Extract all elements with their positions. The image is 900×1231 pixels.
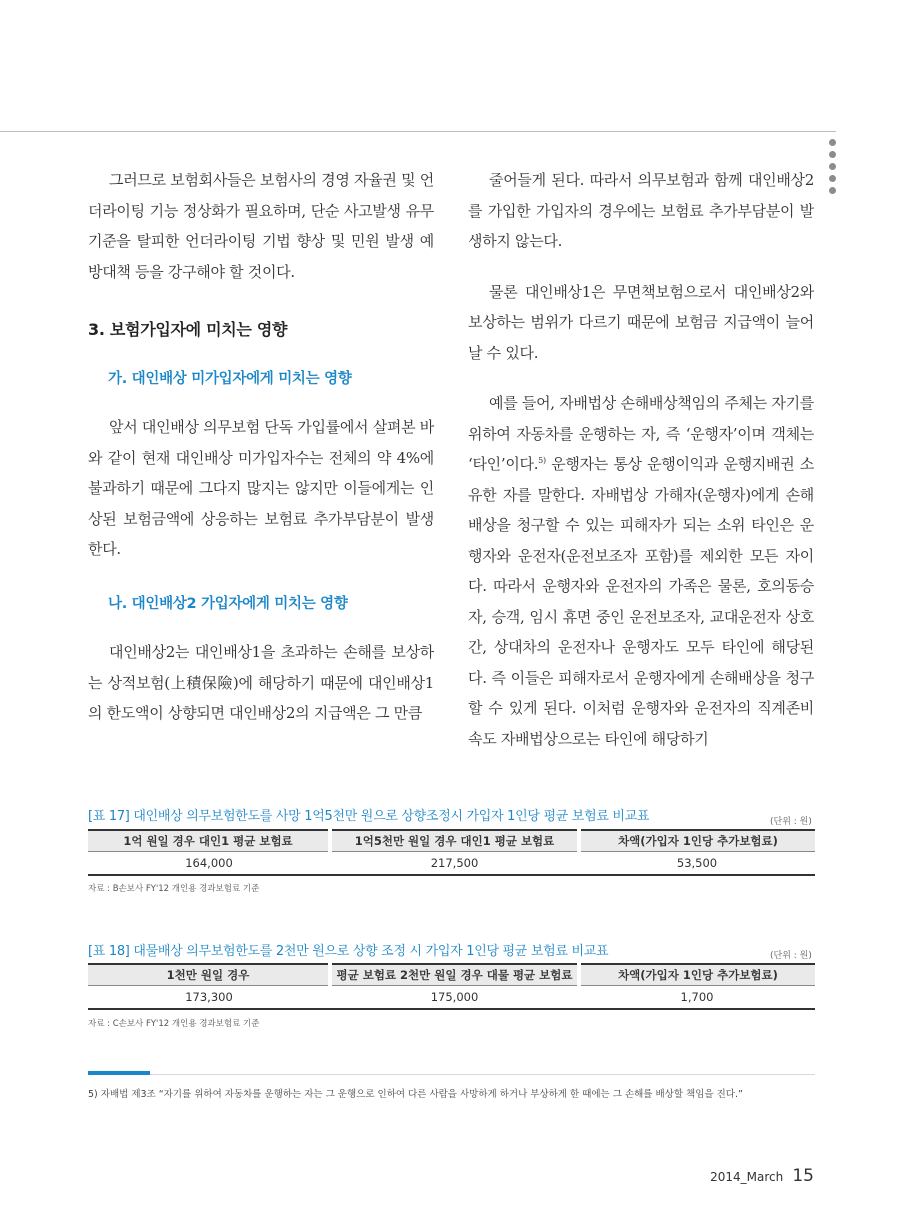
comparison-table — [88, 963, 815, 1010]
column-header: 평균 보험료 2천만 원일 경우 대물 평균 보험료 — [330, 964, 579, 986]
left-column — [88, 165, 434, 729]
column-header: 1천만 원일 경우 — [88, 964, 330, 986]
body-text: 예를 들어, 자배법상 손해배상책임의 주체는 자기를 위하여 자동차를 운행하는 자, 즉 ‘운행자’이며 객체는 ‘타인’이다. — [468, 394, 814, 473]
table-row — [88, 986, 815, 1010]
body-paragraph: 앞서 대인배상 의무보험 단독 가입률에서 살펴본 바와 같이 현재 대인배상 미가입자수는 전체의 약 4%에 불과하기 때문에 그다지 많지는 않지만 이들에게는 인상된 보험금액에 상응하는 보험료 추가부담분이 발생한다. — [88, 418, 434, 558]
body-paragraph — [468, 388, 814, 754]
page-footer — [710, 1166, 814, 1186]
table-cell: 175,000 — [330, 986, 579, 1010]
subheading: 가. 대인배상 미가입자에게 미치는 영향 — [108, 370, 352, 387]
body-paragraph: 물론 대인배상1은 무면책보험으로서 대인배상2와 보상하는 범위가 다르기 때문에 보험금 지급액이 늘어날 수 있다. — [468, 282, 814, 362]
comparison-table — [88, 829, 815, 876]
column-header: 1억 원일 경우 대인1 평균 보험료 — [88, 830, 330, 852]
body-paragraph: 대인배상2는 대인배상1을 초과하는 손해를 보상하는 상적보험(上積保險)에 해당하기 때문에 대인배상1의 한도액이 상향되면 대인배상2의 지급액은 그 만큼 — [88, 643, 434, 722]
table-header-row — [88, 830, 815, 852]
right-column — [468, 165, 814, 754]
footnote: 5) 자배법 제3조 “자기를 위하여 자동차를 운행하는 자는 그 운행으로 인하여 다른 사람을 사망하게 하거나 부상하게 한 때에는 그 손해를 배상할 책임을 진다.” — [88, 1089, 743, 1100]
footnote-rule — [88, 1074, 815, 1075]
table-source: 자료 : B손보사 FY'12 개인용 경과보험료 기준 — [88, 884, 260, 894]
subheading: 나. 대인배상2 가입자에게 미치는 영향 — [108, 595, 348, 612]
table-title: [표 18] 대물배상 의무보험한도를 2천만 원으로 상향 조정 시 가입자 1인당 평균 보험료 비교표 — [88, 944, 609, 959]
body-text: 운행자는 통상 운행이익과 운행지배권 소유한 자를 말한다. 자배법상 가해자(운행자)에게 손해배상을 청구할 수 있는 피해자가 되는 소위 타인은 운행자와 운전자(운전보조자 포함)를 제외한 모든 자이다. 따라서 운행자와 운전자의 가족은 물론, 호의동승자, 승객, 임시 휴면 중인 운전보조자, 교대운전자 상호간, 상대차의 운전자나 운행자도 모두 타인에 해당된다. 즉 이들은 피해자로서 운행자에게 손해배상을 청구할 수 있게 된다. 이처럼 운행자와 운전자의 직계존비속도 자배법상으로는 타인에 해당하기 — [468, 455, 814, 748]
section-heading: 3. 보험가입자에 미치는 영향 — [88, 320, 288, 339]
footnote-accent-bar — [88, 1071, 150, 1075]
dot-icon — [829, 139, 836, 146]
header-rule — [0, 131, 836, 132]
table-header-row — [88, 964, 815, 986]
table-cell: 173,300 — [88, 986, 330, 1010]
decorative-dots — [829, 139, 841, 199]
table-cell: 53,500 — [579, 852, 815, 876]
body-paragraph: 줄어들게 된다. 따라서 의무보험과 함께 대인배상2를 가입한 가입자의 경우에는 보험료 추가부담분이 발생하지 않는다. — [468, 171, 814, 250]
footnote-reference[interactable]: 5) — [538, 456, 546, 465]
table-row — [88, 852, 815, 876]
issue-label: 2014_March — [710, 1170, 784, 1184]
table-cell: 217,500 — [330, 852, 579, 876]
column-header: 차액(가입자 1인당 추가보험료) — [579, 830, 815, 852]
table-cell: 1,700 — [579, 986, 815, 1010]
page-number: 15 — [792, 1166, 814, 1186]
dot-icon — [829, 151, 836, 158]
dot-icon — [829, 175, 836, 182]
table-cell: 164,000 — [88, 852, 330, 876]
dot-icon — [829, 163, 836, 170]
dot-icon — [829, 187, 836, 194]
table-source: 자료 : C손보사 FY'12 개인용 경과보험료 기준 — [88, 1019, 260, 1029]
table-unit: (단위 : 원) — [770, 951, 812, 961]
table-title: [표 17] 대인배상 의무보험한도를 사망 1억5천만 원으로 상향조정시 가입자 1인당 평균 보험료 비교표 — [88, 809, 650, 824]
column-header: 1억5천만 원일 경우 대인1 평균 보험료 — [330, 830, 579, 852]
table-unit: (단위 : 원) — [770, 817, 812, 827]
body-paragraph: 그러므로 보험회사들은 보험사의 경영 자율권 및 언더라이팅 기능 정상화가 필요하며, 단순 사고발생 유무 기준을 탈피한 언더라이팅 기법 향상 및 민원 발생 예방대책 등을 강구해야 할 것이다. — [88, 171, 434, 281]
column-header: 차액(가입자 1인당 추가보험료) — [579, 964, 815, 986]
